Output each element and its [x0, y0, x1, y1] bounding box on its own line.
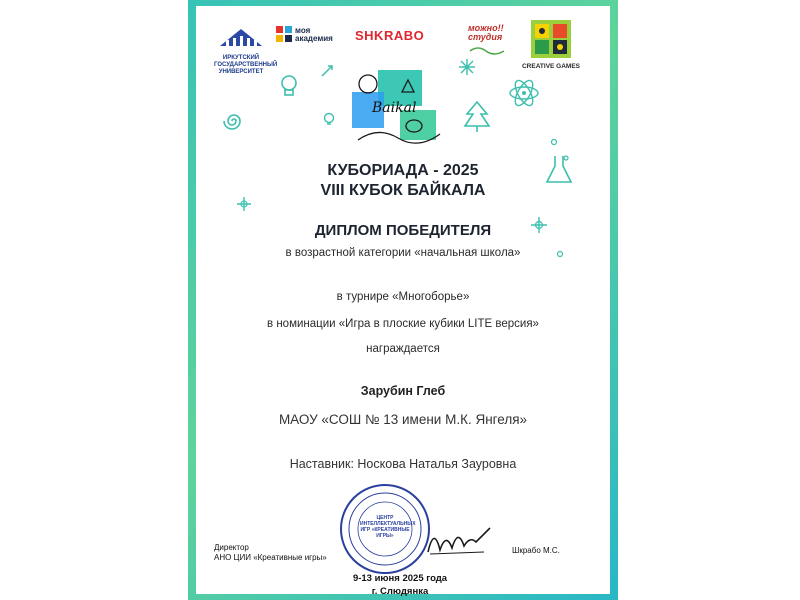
baikal-art-text: Baikal: [372, 100, 417, 116]
mozhno-studia-logo: [468, 24, 518, 60]
shkrabo-logo: SHKRABO: [355, 28, 425, 43]
event-date: 9-13 июня 2025 года: [352, 573, 448, 584]
creative-games-text: CREATIVE GAMES: [521, 63, 581, 70]
isu-logo: [214, 26, 278, 76]
creative-games-emblem-icon: [531, 20, 571, 58]
lightbulb-icon: [278, 74, 300, 98]
event-city: г. Слюдянка: [371, 586, 429, 597]
official-stamp: [338, 482, 432, 576]
spiral-icon: [221, 108, 247, 134]
mozhno-studia-text: можно!! студия: [468, 23, 504, 42]
diploma-title: ДИПЛОМ ПОБЕДИТЕЛЯ: [314, 222, 492, 239]
atom-icon: [508, 78, 540, 108]
bulb-small-icon: [322, 112, 336, 128]
moya-akademia-mark-icon: [276, 26, 292, 42]
event-title: КУБОРИАДА - 2025: [327, 162, 479, 179]
sparkle-icon: [458, 58, 476, 76]
school-name: МАОУ «СОШ № 13 имени М.К. Янгеля»: [278, 412, 528, 427]
director-name: Шкрабо М.С.: [512, 546, 560, 555]
nomination: в номинации «Игра в плоские кубики LITE версия»: [267, 318, 539, 330]
director-title: Директор: [214, 543, 249, 552]
dot-top-icon: [550, 138, 558, 146]
director-org: АНО ЦИИ «Креативные игры»: [214, 553, 327, 562]
creative-games-logo: [516, 20, 586, 70]
stamp-center-text: ЦЕНТР ИНТЕЛЛЕКТУАЛЬНЫХ ИГР «КРЕАТИВНЫЕ ИГРЫ»: [360, 515, 416, 539]
baikal-illustration: [348, 70, 448, 154]
isu-emblem-icon: [214, 26, 268, 50]
rocket-icon: [320, 64, 334, 78]
awarded-label: награждается: [366, 343, 440, 355]
isu-logo-text: ИРКУТСКИЙ ГОСУДАРСТВЕННЫЙ УНИВЕРСИТЕТ: [214, 55, 278, 75]
age-category: в возрастной категории «начальная школа»: [285, 247, 521, 259]
mentor-name: Наставник: Носкова Наталья Зауровна: [289, 457, 517, 471]
mozhno-studia-doodle-icon: [468, 45, 508, 55]
signature-scribble-icon: [424, 522, 494, 558]
tree-icon: [462, 100, 492, 134]
moya-akademia-text: моя академия: [295, 26, 333, 43]
cup-title: VIII КУБОК БАЙКАЛА: [320, 182, 486, 199]
tournament: в турнире «Многоборье»: [336, 291, 470, 303]
winner-name: Зарубин Глеб: [360, 384, 446, 398]
